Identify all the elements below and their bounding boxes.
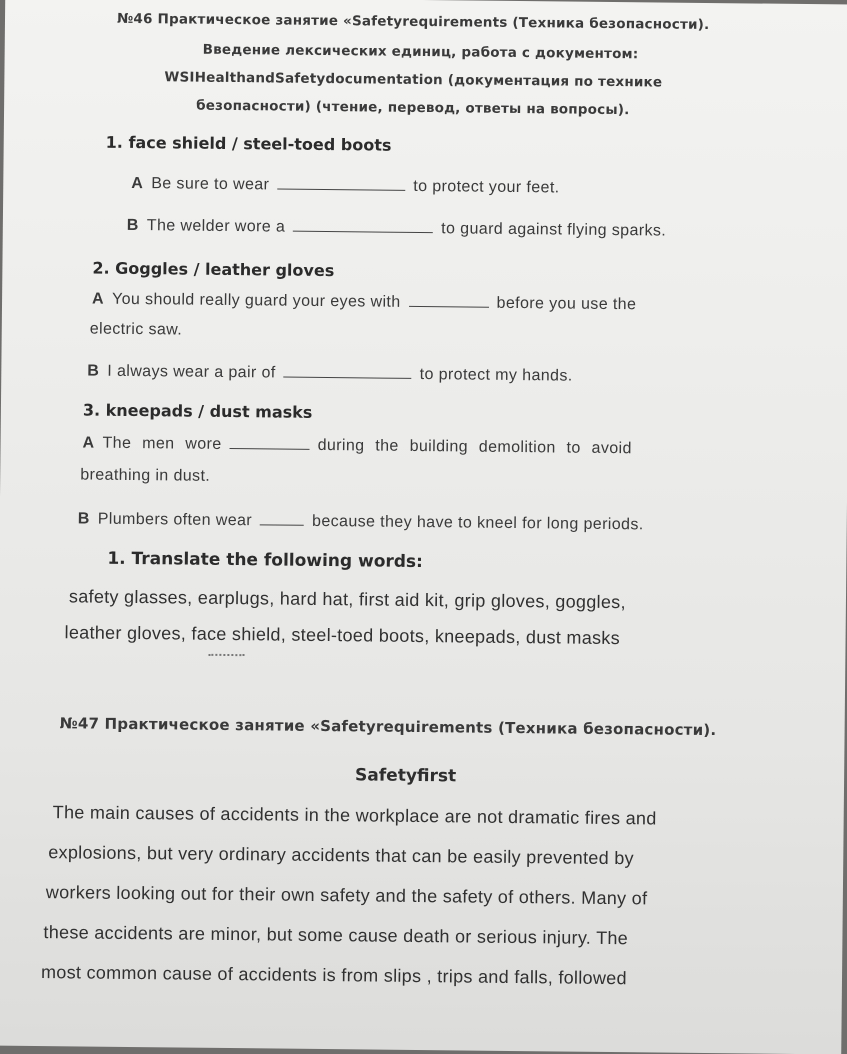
text-line-2: explosions, but very ordinary accidents that can be easily prevented by	[48, 842, 634, 869]
option-letter: B	[77, 510, 90, 528]
answer-blank[interactable]	[260, 510, 304, 525]
lesson46-header-line3: WSIHealthandSafetydocumentation (документация по технике	[164, 69, 663, 91]
lesson46-header-line4: безопасности) (чтение, перевод, ответы на вопросы).	[196, 97, 630, 119]
exercise1-title: 1. face shield / steel-toed boots	[105, 132, 392, 155]
translate-words-line2: leather gloves, face shield, steel-toed boots, kneepads, dust masks	[64, 622, 621, 649]
option-letter: A	[91, 290, 105, 308]
exercise1-sentence-b	[127, 215, 667, 241]
exercise2-title: 2. Goggles / leather gloves	[92, 258, 335, 281]
text-line-1: The main causes of accidents in the workplace are not dramatic fires and	[52, 802, 657, 829]
text-line-5: most common cause of accidents is from slips , trips and falls, followed	[40, 962, 627, 989]
sentence-before: I always wear a pair of	[107, 362, 276, 382]
translate-words-line1: safety glasses, earplugs, hard hat, first aid kit, grip gloves, goggles,	[68, 586, 626, 613]
answer-blank[interactable]	[409, 292, 489, 308]
option-letter: A	[82, 434, 95, 452]
option-letter: B	[87, 362, 100, 380]
sentence-after: to protect your feet.	[413, 177, 560, 197]
lesson46-header-line2: Введение лексических единиц, работа с документом:	[202, 41, 639, 63]
exercise1-sentence-a	[131, 173, 559, 197]
exercise3-sentence-a	[82, 432, 631, 458]
translate-title: 1. Translate the following words:	[107, 548, 424, 573]
exercise2-sentence-b	[87, 361, 573, 386]
sentence-after: before you use the	[496, 294, 637, 314]
sentence-after: to protect my hands.	[419, 365, 573, 385]
decorative-dots	[208, 654, 244, 659]
sentence-before: The welder wore a	[146, 217, 286, 236]
text-line-3: workers looking out for their own safety and the safety of others. Many of	[45, 882, 648, 909]
sentence-before: Be sure to wear	[151, 175, 270, 194]
lesson46-header-line1: №46 Практическое занятие «Safetyrequirements (Техника безопасности).	[116, 10, 710, 34]
exercise2-sentence-a	[92, 289, 636, 315]
exercise3-sentence-b	[78, 508, 644, 534]
answer-blank[interactable]	[277, 174, 405, 190]
sentence-after: during the building demolition to avoid	[317, 436, 632, 458]
sentence-before: Plumbers often wear	[97, 510, 253, 530]
option-letter: B	[126, 216, 139, 235]
text-title: Safetyfirst	[355, 765, 457, 787]
sentence-before: The men wore	[102, 434, 222, 453]
exercise3-sentence-a-continued: breathing in dust.	[80, 466, 211, 485]
answer-blank[interactable]	[284, 363, 412, 379]
sentence-before: You should really guard your eyes with	[111, 290, 401, 311]
option-letter: A	[131, 174, 144, 193]
sentence-after: because they have to kneel for long periods.	[311, 512, 644, 534]
answer-blank[interactable]	[230, 434, 310, 450]
lesson47-header: №47 Практическое занятие «Safetyrequirements (Техника безопасности).	[59, 714, 717, 740]
exercise2-sentence-a-continued: electric saw.	[89, 320, 183, 339]
exercise3-title: 3. kneepads / dust masks	[82, 400, 313, 422]
text-line-4: these accidents are minor, but some cause death or serious injury. The	[43, 922, 629, 949]
sentence-after: to guard against flying sparks.	[441, 220, 667, 240]
answer-blank[interactable]	[293, 217, 433, 233]
